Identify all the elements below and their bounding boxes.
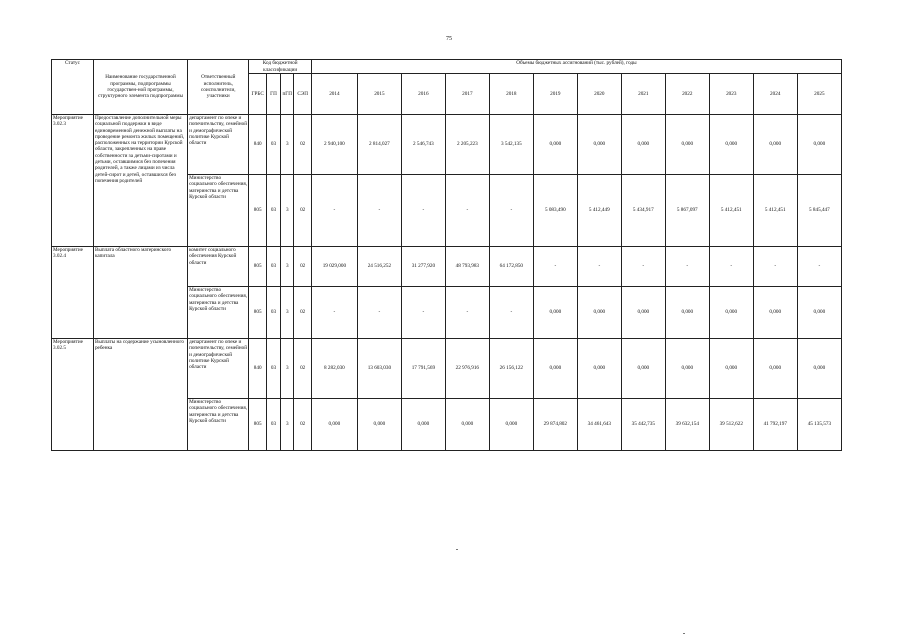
value-cell: - xyxy=(401,287,445,339)
value-cell: 39 632,154 xyxy=(665,399,709,451)
value-cell: 0,000 xyxy=(357,399,401,451)
value-cell: 39 512,622 xyxy=(709,399,753,451)
value-cell: 0,000 xyxy=(753,287,797,339)
value-cell: 5 867,097 xyxy=(665,175,709,247)
row-status: Мероприятие 3.02.5 xyxy=(52,339,94,451)
value-cell: - xyxy=(357,287,401,339)
value-cell: 34 461,643 xyxy=(577,399,621,451)
row-status: Мероприятие 3.02.3 xyxy=(52,115,94,247)
value-cell: 22 976,916 xyxy=(445,339,489,399)
value-cell: 0,000 xyxy=(621,115,665,175)
code-sep: 02 xyxy=(294,175,311,247)
value-cell: - xyxy=(357,175,401,247)
value-cell: 0,000 xyxy=(445,399,489,451)
value-cell: 48 793,983 xyxy=(445,247,489,287)
row-executor: департамент по опеке и попечительству, семейной и демографической политике Курской области xyxy=(188,115,249,175)
code-gp: 03 xyxy=(266,287,280,339)
code-sep: 02 xyxy=(294,115,311,175)
value-cell: 0,000 xyxy=(401,399,445,451)
header-code-pgp: пГП xyxy=(281,74,294,115)
value-cell: 2 814,027 xyxy=(357,115,401,175)
value-cell: 0,000 xyxy=(621,287,665,339)
code-grbs: 840 xyxy=(249,339,266,399)
value-cell: 2 546,743 xyxy=(401,115,445,175)
header-year: 2024 xyxy=(753,74,797,115)
value-cell: 2 940,100 xyxy=(311,115,357,175)
scan-speck xyxy=(683,633,685,634)
header-year: 2025 xyxy=(797,74,841,115)
value-cell: 3 542,135 xyxy=(489,115,533,175)
value-cell: 0,000 xyxy=(797,287,841,339)
value-cell: - xyxy=(533,247,577,287)
value-cell: 31 277,920 xyxy=(401,247,445,287)
header-code-gp: ГП xyxy=(266,74,280,115)
scan-speck xyxy=(456,549,458,550)
value-cell: - xyxy=(445,175,489,247)
value-cell: 2 205,223 xyxy=(445,115,489,175)
value-cell: - xyxy=(489,287,533,339)
code-sep: 02 xyxy=(294,287,311,339)
table-row xyxy=(52,115,842,175)
value-cell: 8 282,030 xyxy=(311,339,357,399)
code-sep: 02 xyxy=(294,399,311,451)
header-executor: Ответственный исполнитель, соисполнители, участники xyxy=(188,60,249,115)
row-name: Предоставление дополнительной меры социальной поддержки в виде единовременной денежной выплаты на проведение ремонта жилых помещений, расположенных на территории Курской области, закрепленных на праве собственности за детьми-сиротами и детьми, оставшимися без попечения родителей, а также лицами из числа детей-сирот и детей, оставшихся без попечения родителей xyxy=(93,115,187,247)
value-cell: 0,000 xyxy=(753,115,797,175)
row-executor: Министерство социального обеспечения, материнства и детства Курской области xyxy=(188,175,249,247)
value-cell: 29 874,802 xyxy=(533,399,577,451)
value-cell: - xyxy=(621,247,665,287)
value-cell: - xyxy=(401,175,445,247)
row-executor: Министерство социального обеспечения, материнства и детства Курской области xyxy=(188,287,249,339)
value-cell: 0,000 xyxy=(577,115,621,175)
value-cell: 0,000 xyxy=(533,339,577,399)
value-cell: - xyxy=(665,247,709,287)
row-name: Выплаты на содержание усыновленного ребенка xyxy=(93,339,187,451)
row-executor: департамент по опеке и попечительству, семейной и демографической политике Курской области xyxy=(188,339,249,399)
value-cell: 0,000 xyxy=(665,339,709,399)
code-gp: 03 xyxy=(266,115,280,175)
header-year: 2021 xyxy=(621,74,665,115)
value-cell: 5 845,447 xyxy=(797,175,841,247)
value-cell: 24 516,252 xyxy=(357,247,401,287)
row-status: Мероприятие 3.02.4 xyxy=(52,247,94,339)
value-cell: - xyxy=(709,247,753,287)
value-cell: 0,000 xyxy=(665,287,709,339)
header-year: 2016 xyxy=(401,74,445,115)
header-year: 2014 xyxy=(311,74,357,115)
value-cell: 5 412,451 xyxy=(709,175,753,247)
code-gp: 03 xyxy=(266,339,280,399)
header-volumes: Объемы бюджетных ассигнований (тыс. рублей), годы xyxy=(311,60,841,74)
code-grbs: 840 xyxy=(249,115,266,175)
code-gp: 03 xyxy=(266,399,280,451)
header-year: 2020 xyxy=(577,74,621,115)
header-name: Наименование государственной программы, подпрограммы государствен-ной программы, структурного элемента подпрограммы xyxy=(93,60,187,115)
value-cell: 19 029,000 xyxy=(311,247,357,287)
value-cell: 0,000 xyxy=(709,287,753,339)
value-cell: 0,000 xyxy=(577,339,621,399)
code-gp: 03 xyxy=(266,175,280,247)
code-pgp: 3 xyxy=(281,399,294,451)
header-year: 2022 xyxy=(665,74,709,115)
value-cell: - xyxy=(797,247,841,287)
code-grbs: 805 xyxy=(249,287,266,339)
header-year: 2018 xyxy=(489,74,533,115)
budget-allocation-table xyxy=(51,59,842,451)
code-pgp: 3 xyxy=(281,175,294,247)
value-cell: 45 135,573 xyxy=(797,399,841,451)
header-budget-code: Код бюджетной классификации xyxy=(249,60,311,74)
code-grbs: 805 xyxy=(249,175,266,247)
value-cell: 35 442,735 xyxy=(621,399,665,451)
value-cell: 0,000 xyxy=(621,339,665,399)
value-cell: - xyxy=(577,247,621,287)
header-code-grbs: ГРБС xyxy=(249,74,266,115)
row-executor: комитет социального обеспечения Курской области xyxy=(188,247,249,287)
value-cell: 0,000 xyxy=(797,339,841,399)
value-cell: 0,000 xyxy=(533,287,577,339)
code-pgp: 3 xyxy=(281,287,294,339)
value-cell: 41 792,197 xyxy=(753,399,797,451)
value-cell: 5 083,490 xyxy=(533,175,577,247)
value-cell: 0,000 xyxy=(489,399,533,451)
header-year: 2023 xyxy=(709,74,753,115)
value-cell: 13 603,030 xyxy=(357,339,401,399)
value-cell: 0,000 xyxy=(311,399,357,451)
value-cell: 0,000 xyxy=(665,115,709,175)
page-number: 75 xyxy=(446,36,452,42)
value-cell: 64 172,850 xyxy=(489,247,533,287)
value-cell: - xyxy=(489,175,533,247)
value-cell: - xyxy=(311,287,357,339)
value-cell: 0,000 xyxy=(797,115,841,175)
header-code-sep: СЭП xyxy=(294,74,311,115)
header-status: Статус xyxy=(52,60,94,115)
value-cell: 26 156,122 xyxy=(489,339,533,399)
code-pgp: 3 xyxy=(281,115,294,175)
header-year: 2019 xyxy=(533,74,577,115)
header-year: 2017 xyxy=(445,74,489,115)
value-cell: - xyxy=(445,287,489,339)
code-grbs: 805 xyxy=(249,399,266,451)
header-year: 2015 xyxy=(357,74,401,115)
value-cell: 5 412,449 xyxy=(577,175,621,247)
value-cell: 0,000 xyxy=(753,339,797,399)
row-executor: Министерство социального обеспечения, материнства и детства Курской области xyxy=(188,399,249,451)
value-cell: 0,000 xyxy=(709,339,753,399)
value-cell: 0,000 xyxy=(709,115,753,175)
table-row xyxy=(52,247,842,287)
code-pgp: 3 xyxy=(281,339,294,399)
code-pgp: 3 xyxy=(281,247,294,287)
value-cell: - xyxy=(753,247,797,287)
row-name: Выплата областного материнского капитала xyxy=(93,247,187,339)
value-cell: 5 412,451 xyxy=(753,175,797,247)
value-cell: 0,000 xyxy=(533,115,577,175)
code-sep: 02 xyxy=(294,339,311,399)
code-gp: 03 xyxy=(266,247,280,287)
value-cell: 17 791,569 xyxy=(401,339,445,399)
value-cell: - xyxy=(311,175,357,247)
value-cell: 5 434,917 xyxy=(621,175,665,247)
code-grbs: 805 xyxy=(249,247,266,287)
value-cell: 0,000 xyxy=(577,287,621,339)
table-row xyxy=(52,339,842,399)
code-sep: 02 xyxy=(294,247,311,287)
